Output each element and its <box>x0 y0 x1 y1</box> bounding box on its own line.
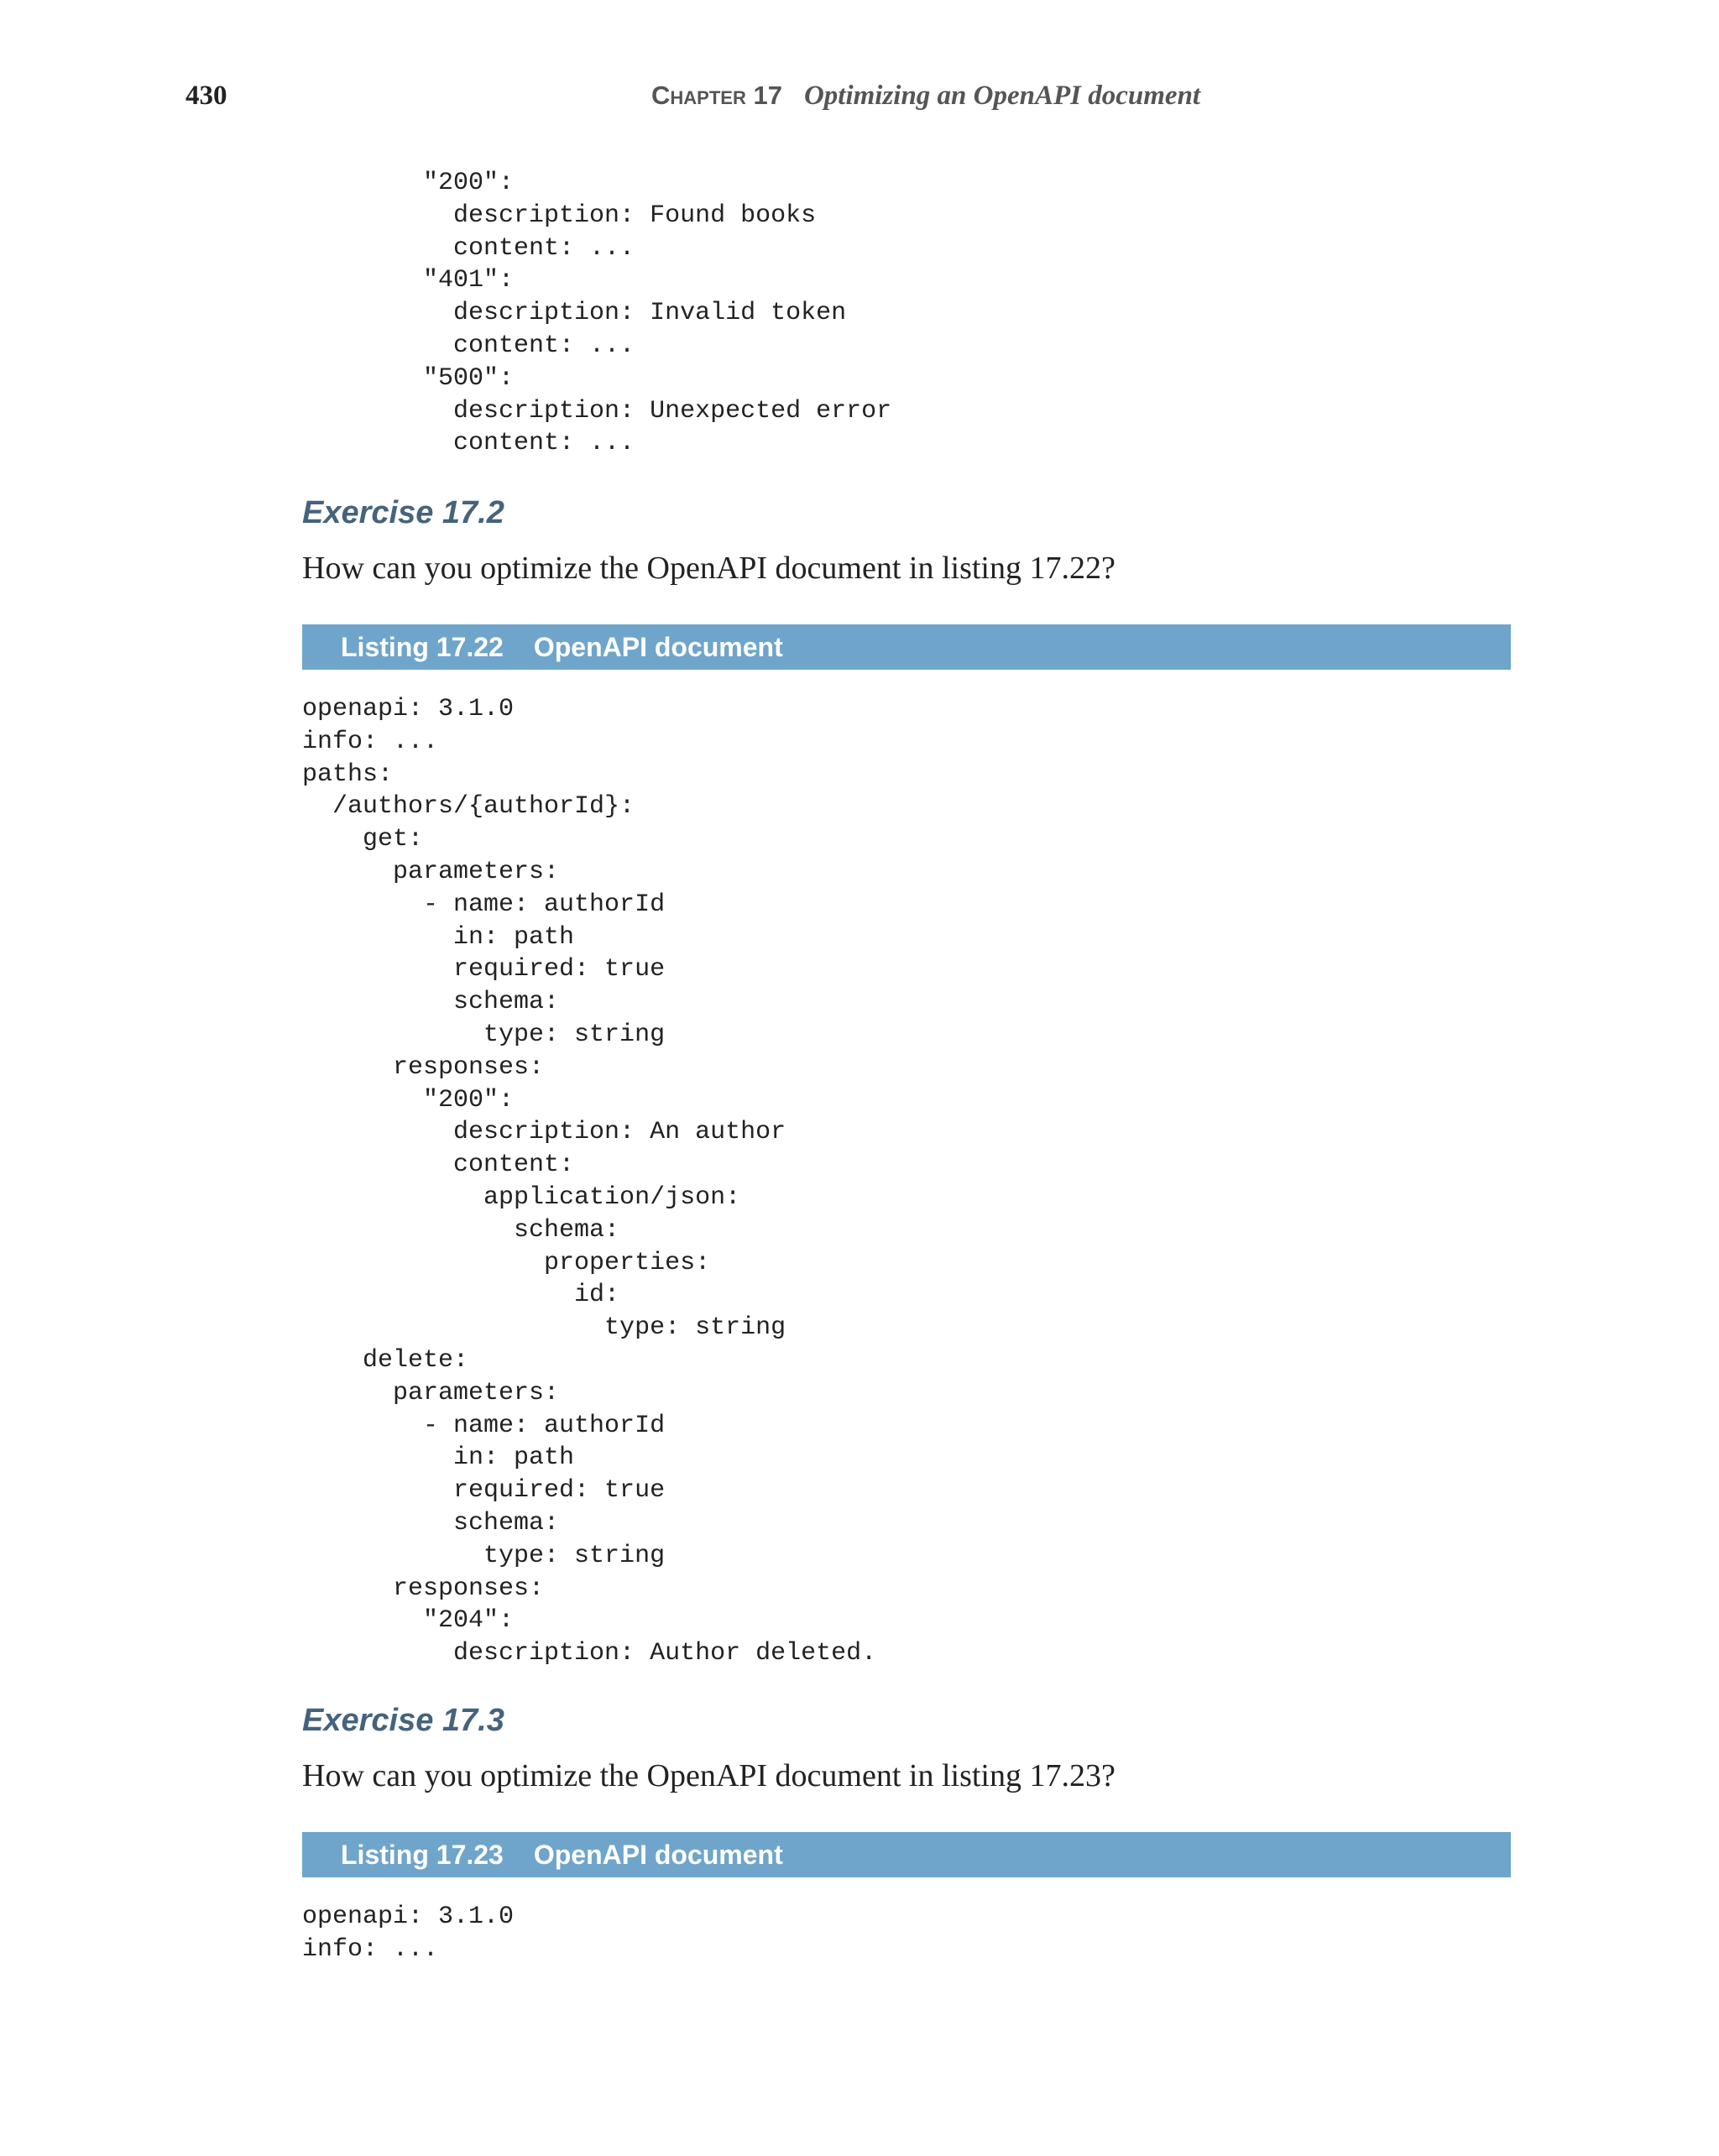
chapter-title: Optimizing an OpenAPI document <box>803 81 1201 111</box>
code-line: parameters: <box>302 1378 560 1407</box>
listing-number: Listing 17.23 <box>341 1840 504 1870</box>
code-line: openapi: 3.1.0 <box>302 1903 515 1931</box>
code-line: description: Invalid token <box>302 299 847 328</box>
code-line: info: ... <box>302 1934 439 1964</box>
code-block-continued <box>302 167 891 460</box>
code-line: type: string <box>302 1020 666 1049</box>
code-line: openapi: 3.1.0 <box>302 695 515 723</box>
code-line: in: path <box>302 1443 575 1473</box>
chapter-label: Chapter 17 <box>651 81 782 110</box>
code-line: responses: <box>302 1052 545 1082</box>
code-line: required: true <box>302 955 666 984</box>
exercise-text: How can you optimize the OpenAPI document in listing 17.22? <box>302 551 1116 586</box>
listing-caption-bar <box>302 624 1511 670</box>
code-line: "200": <box>302 1085 515 1115</box>
exercise-heading: Exercise 17.3 <box>302 1703 504 1738</box>
listing-title: OpenAPI document <box>533 1840 783 1870</box>
code-line: "500": <box>302 363 515 393</box>
code-line: schema: <box>302 1508 560 1537</box>
listing-caption-bar <box>302 1832 1511 1877</box>
code-line: description: Found books <box>302 201 817 230</box>
code-line: content: ... <box>302 429 635 458</box>
code-line: required: true <box>302 1476 666 1506</box>
code-line: content: ... <box>302 233 635 263</box>
exercise-text: How can you optimize the OpenAPI document in listing 17.23? <box>302 1758 1116 1793</box>
code-line: - name: authorId <box>302 1411 666 1440</box>
code-line: description: Unexpected error <box>302 396 892 425</box>
listing-title: OpenAPI document <box>533 632 783 662</box>
code-line: in: path <box>302 922 575 952</box>
exercise-heading: Exercise 17.2 <box>302 495 504 530</box>
code-line: description: Author deleted. <box>302 1639 877 1668</box>
code-line: schema: <box>302 988 560 1017</box>
code-line: parameters: <box>302 857 560 886</box>
code-line: delete: <box>302 1345 469 1375</box>
running-head <box>651 81 1200 112</box>
page-number: 430 <box>185 81 227 111</box>
code-line: type: string <box>302 1541 666 1570</box>
code-line: - name: authorId <box>302 890 666 919</box>
code-line: description: An author <box>302 1118 786 1147</box>
code-line: application/json: <box>302 1182 741 1212</box>
code-line: "200": <box>302 169 515 197</box>
code-line: "401": <box>302 266 515 295</box>
code-line: responses: <box>302 1574 545 1603</box>
listing-number: Listing 17.22 <box>341 632 504 662</box>
listing-code-block <box>302 1901 514 1966</box>
code-line: properties: <box>302 1248 711 1277</box>
code-line: /authors/{authorId}: <box>302 792 635 822</box>
code-line: info: ... <box>302 727 439 756</box>
code-line: type: string <box>302 1313 786 1343</box>
listing-code-block <box>302 693 876 1670</box>
code-line: get: <box>302 825 424 854</box>
code-line: "204": <box>302 1606 515 1636</box>
code-line: content: ... <box>302 331 635 360</box>
code-line: schema: <box>302 1215 620 1245</box>
code-line: id: <box>302 1281 620 1310</box>
code-line: content: <box>302 1151 575 1180</box>
code-line: paths: <box>302 760 394 789</box>
